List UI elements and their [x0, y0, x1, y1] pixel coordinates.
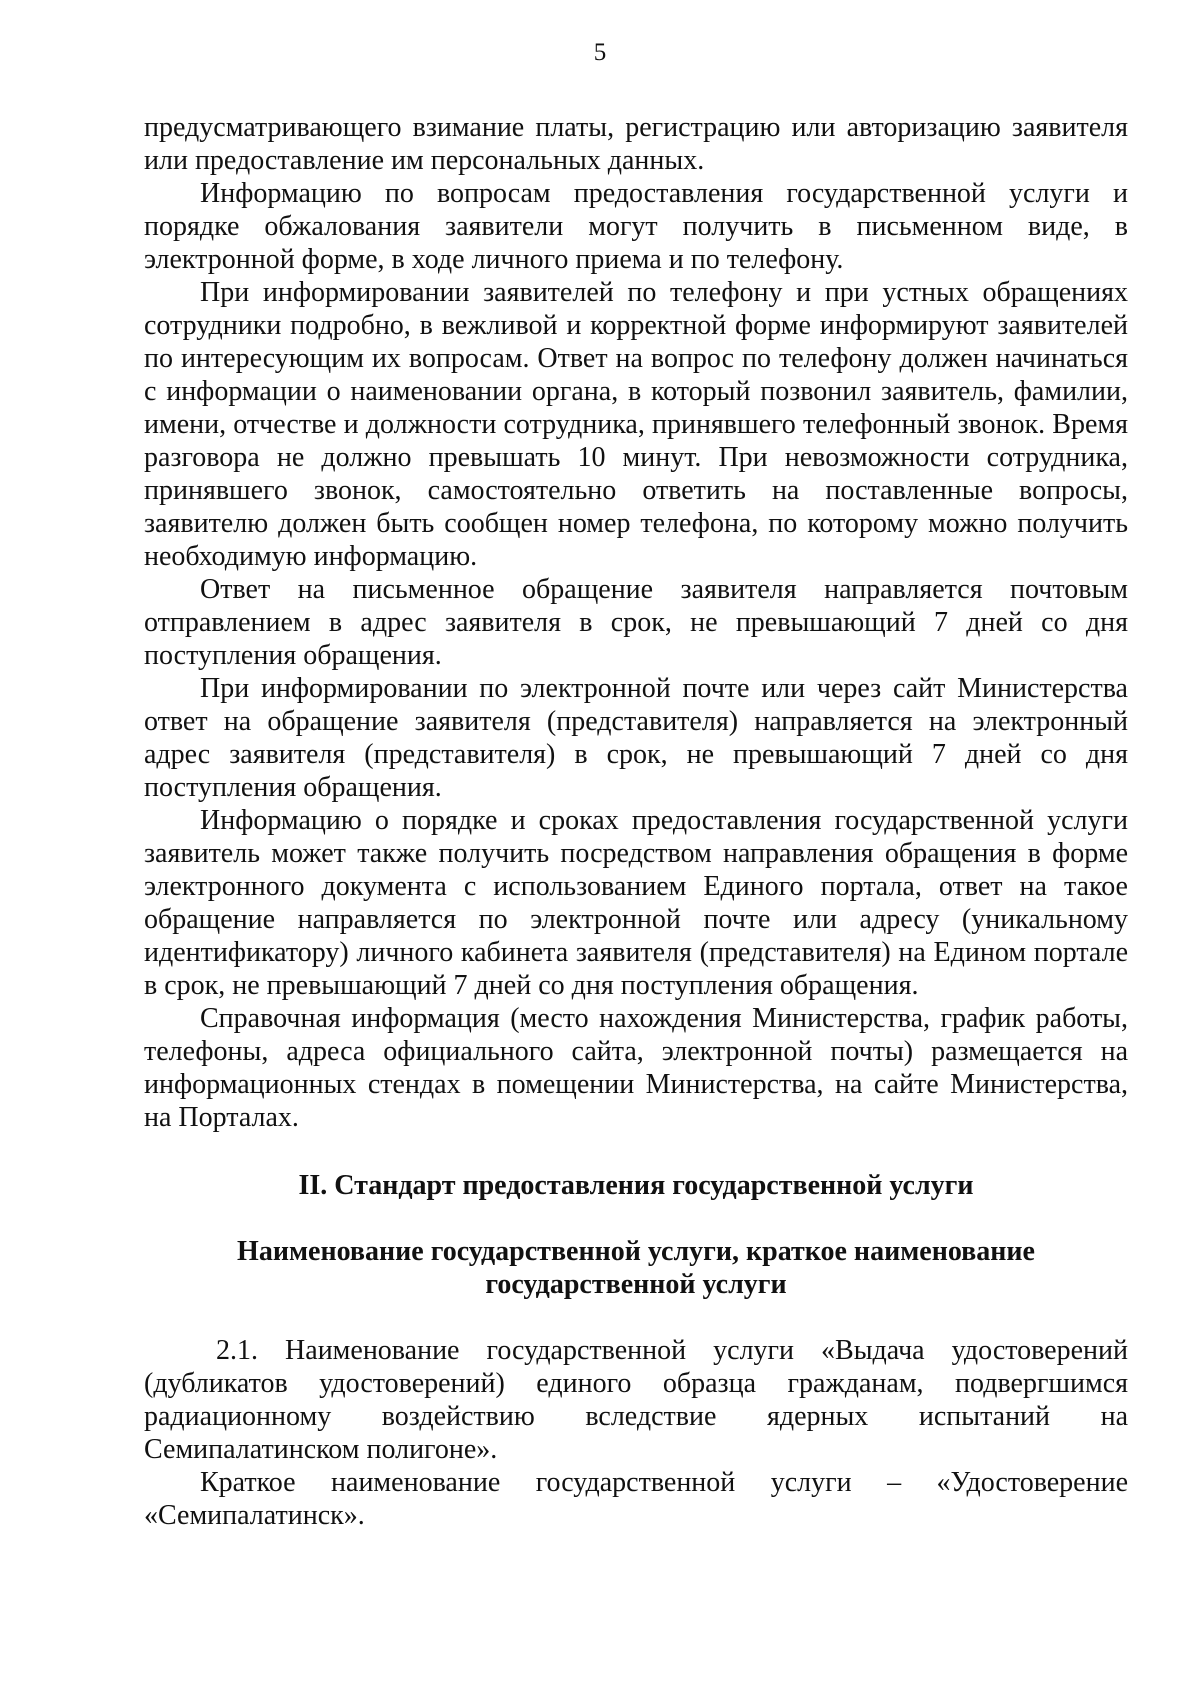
paragraph: Информацию о порядке и сроках предоставления государственной услуги заявитель может также получить посредством направления обращения в форме электронного документа с использованием Единого портала, ответ на такое обращение направляется по электронной почте или адресу (уникальному идентификатору) личного кабинета заявителя (представителя) на Едином портале в срок, не превышающий 7 дней со дня поступления обращения.: [144, 805, 1128, 1001]
paragraph: Ответ на письменное обращение заявителя направляется почтовым отправлением в адрес заявителя в срок, не превышающий 7 дней со дня поступления обращения.: [144, 574, 1128, 671]
paragraph: При информировании по электронной почте или через сайт Министерства ответ на обращение заявителя (представителя) направляется на электронный адрес заявителя (представителя) в срок, не превышающий 7 дней со дня поступления обращения.: [144, 673, 1128, 803]
section-heading: II. Стандарт предоставления государственной услуги: [298, 1170, 974, 1201]
paragraph: Информацию по вопросам предоставления государственной услуги и порядке обжалования заявители могут получить в письменном виде, в электронной форме, в ходе личного приема и по телефону.: [144, 178, 1128, 275]
paragraph: 2.1. Наименование государственной услуги «Выдача удостоверений (дубликатов удостоверений) единого образца гражданам, подвергшимся радиационному воздействию вследствие ядерных испытаний на Семипалатинском полигоне».: [144, 1335, 1128, 1465]
paragraph: Справочная информация (место нахождения Министерства, график работы, телефоны, адреса официального сайта, электронной почты) размещается на информационных стендах в помещении Министерства, на сайте Министерства, на Порталах.: [144, 1003, 1128, 1133]
paragraph: Краткое наименование государственной услуги – «Удостоверение «Семипалатинск».: [144, 1467, 1128, 1531]
page-number: 5: [593, 39, 607, 66]
paragraph: предусматривающего взимание платы, регистрацию или авторизацию заявителя или предоставление им персональных данных.: [144, 112, 1128, 176]
sub-heading-line: государственной услуги: [485, 1269, 787, 1300]
document-body: [144, 111, 1128, 1532]
paragraph: При информировании заявителей по телефону и при устных обращениях сотрудники подробно, в вежливой и корректной форме информируют заявителей по интересующим их вопросам. Ответ на вопрос по телефону должен начинаться с информации о наименовании органа, в который позвонил заявитель, фамилии, имени, отчестве и должности сотрудника, принявшего телефонный звонок. Время разговора не должно превышать 10 минут. При невозможности сотрудника, принявшего звонок, самостоятельно ответить на поставленные вопросы, заявителю должен быть сообщен номер телефона, по которому можно получить необходимую информацию.: [144, 277, 1128, 572]
sub-heading: [144, 1235, 1128, 1301]
sub-heading-line: Наименование государственной услуги, краткое наименование: [237, 1236, 1035, 1267]
